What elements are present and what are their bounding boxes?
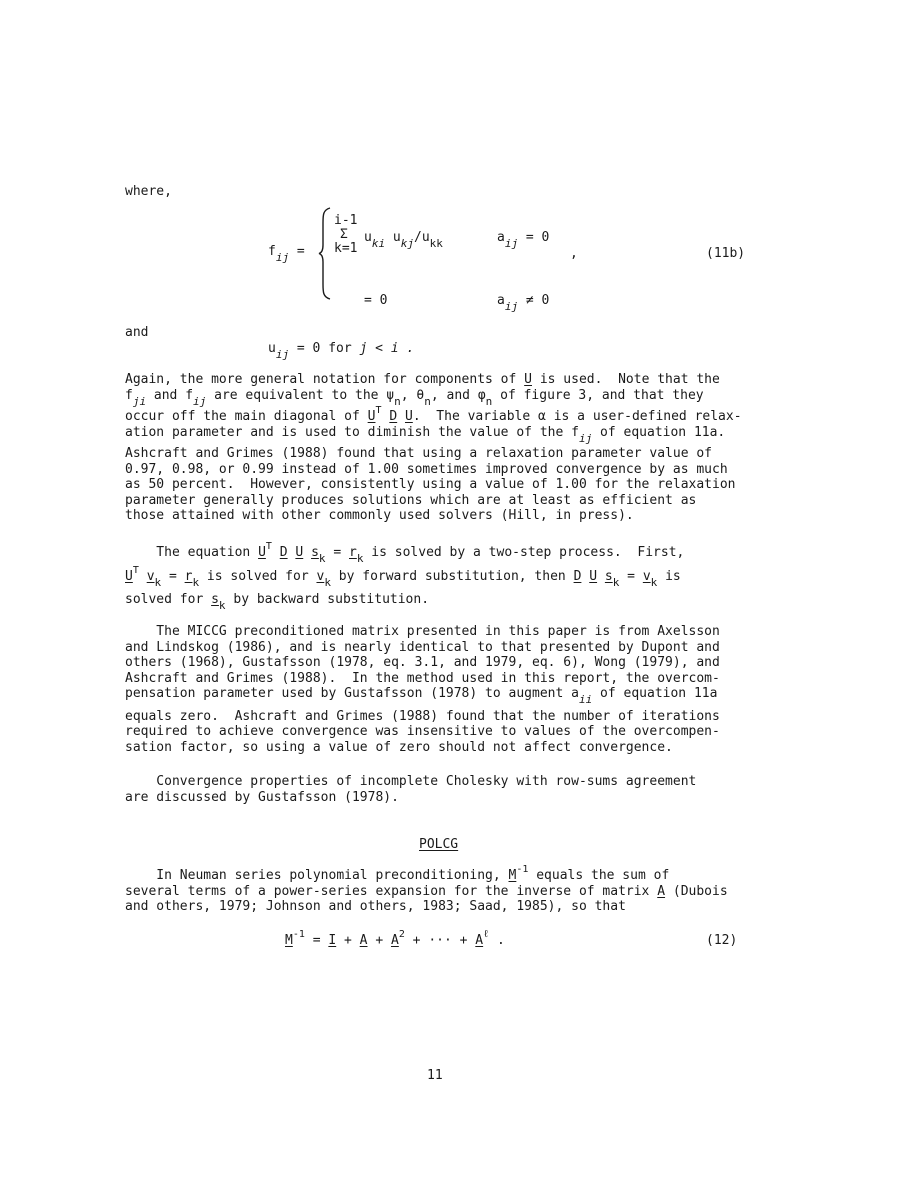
- sum-symbol: Σ: [340, 227, 348, 242]
- text-line: occur off the main diagonal of $U^T$ D U. The variable α is a user-defined relax-: [125, 405, 742, 424]
- eq12-label: (12): [706, 933, 738, 948]
- intro-text: where,: [125, 184, 172, 199]
- paragraph-convergence: [125, 774, 765, 805]
- text-line: equals zero. Ashcraft and Grimes (1988) found that the number of iterations: [125, 708, 720, 724]
- text-line: required to achieve convergence was insensitive to values of the overcompen-: [125, 724, 720, 739]
- page-number: 11: [427, 1068, 443, 1083]
- and-text: and: [125, 325, 149, 340]
- sum-terms: $u_{ki}$ $u_{kj}/u_{kk}$: [364, 230, 443, 250]
- sum-upper-limit: i-1: [334, 213, 358, 228]
- text-line: $U^T$ $v_k = r_k$ is solved for $v_k$ by forward substitution, then D U $s_k = v_k$ is: [125, 564, 681, 589]
- text-line: Again, the more general notation for components of U is used. Note that the: [125, 372, 720, 387]
- case1-condition: $a_{ij} = 0$: [497, 230, 550, 250]
- paragraph-two-step: [125, 541, 765, 612]
- text-line: sation factor, so using a value of zero should not affect convergence.: [125, 739, 673, 755]
- paragraph-polcg: [125, 864, 765, 915]
- text-line: as 50 percent. However, consistently using a value of 1.00 for the relaxation: [125, 477, 736, 492]
- paragraph-notation: [125, 372, 765, 524]
- section-heading: POLCG: [419, 837, 459, 852]
- text-line: solved for $s_k$ by backward substitution.: [125, 592, 430, 612]
- text-line: ation parameter and is used to diminish the value of the $f_{ij}$ of equation 11a.: [125, 424, 726, 445]
- case2-value: = 0: [364, 293, 388, 308]
- text-line: 0.97, 0.98, or 0.99 instead of 1.00 sometimes improved convergence by as much: [125, 461, 728, 477]
- eq11b-label: (11b): [706, 246, 746, 261]
- text-line: In Neuman series polynomial preconditioning, $M^{-1}$ equals the sum of: [125, 864, 670, 883]
- text-line: and Lindskog (1986), and is nearly identical to that presented by Dupont and: [125, 639, 720, 655]
- text-line: others (1968), Gustafsson (1978, eq. 3.1, and 1979, eq. 6), Wong (1979), and: [125, 655, 720, 670]
- paragraph-miccg: [125, 624, 765, 755]
- eq11b-comma: ,: [570, 246, 578, 261]
- text-line: those attained with other commonly used solvers (Hill, in press).: [125, 508, 634, 523]
- text-line: Convergence properties of incomplete Cholesky with row-sums agreement: [125, 774, 697, 789]
- sum-lower-limit: k=1: [334, 241, 358, 256]
- uij-condition: $u_{ij} = 0$ for j < i .: [268, 341, 415, 361]
- text-line: are discussed by Gustafsson (1978).: [125, 789, 399, 805]
- text-line: $f_{ji}$ and $f_{ij}$ are equivalent to the $\psi_n$, $\theta_n$, and $\varphi_n$ of figure 3, and that they: [125, 387, 704, 408]
- text-line: parameter generally produces solutions which are at least as efficient as: [125, 492, 697, 508]
- equation-12: $M^{-1} = I + A + A^2$ + ··· + $A^\ell$ .: [285, 929, 505, 948]
- text-line: pensation parameter used by Gustafsson (1978) to augment $a_{ii}$ of equation 11a: [125, 686, 718, 706]
- case2-condition: $a_{ij} \ne 0$: [497, 293, 550, 313]
- text-line: and others, 1979; Johnson and others, 1983; Saad, 1985), so that: [125, 899, 626, 914]
- eq11b-lhs: $f_{ij}$ =: [268, 244, 305, 264]
- text-line: The MICCG preconditioned matrix presented in this paper is from Axelsson: [125, 624, 720, 639]
- text-line: The equation $U^T$ D U $s_k = r_k$ is solved by a two-step process. First,: [125, 541, 685, 565]
- text-line: Ashcraft and Grimes (1988) found that using a relaxation parameter value of: [125, 446, 712, 461]
- text-line: Ashcraft and Grimes (1988). In the method used in this report, the overcom-: [125, 670, 720, 686]
- left-brace-icon: [318, 207, 332, 300]
- text-line: several terms of a power-series expansion for the inverse of matrix A (Dubois: [125, 883, 728, 899]
